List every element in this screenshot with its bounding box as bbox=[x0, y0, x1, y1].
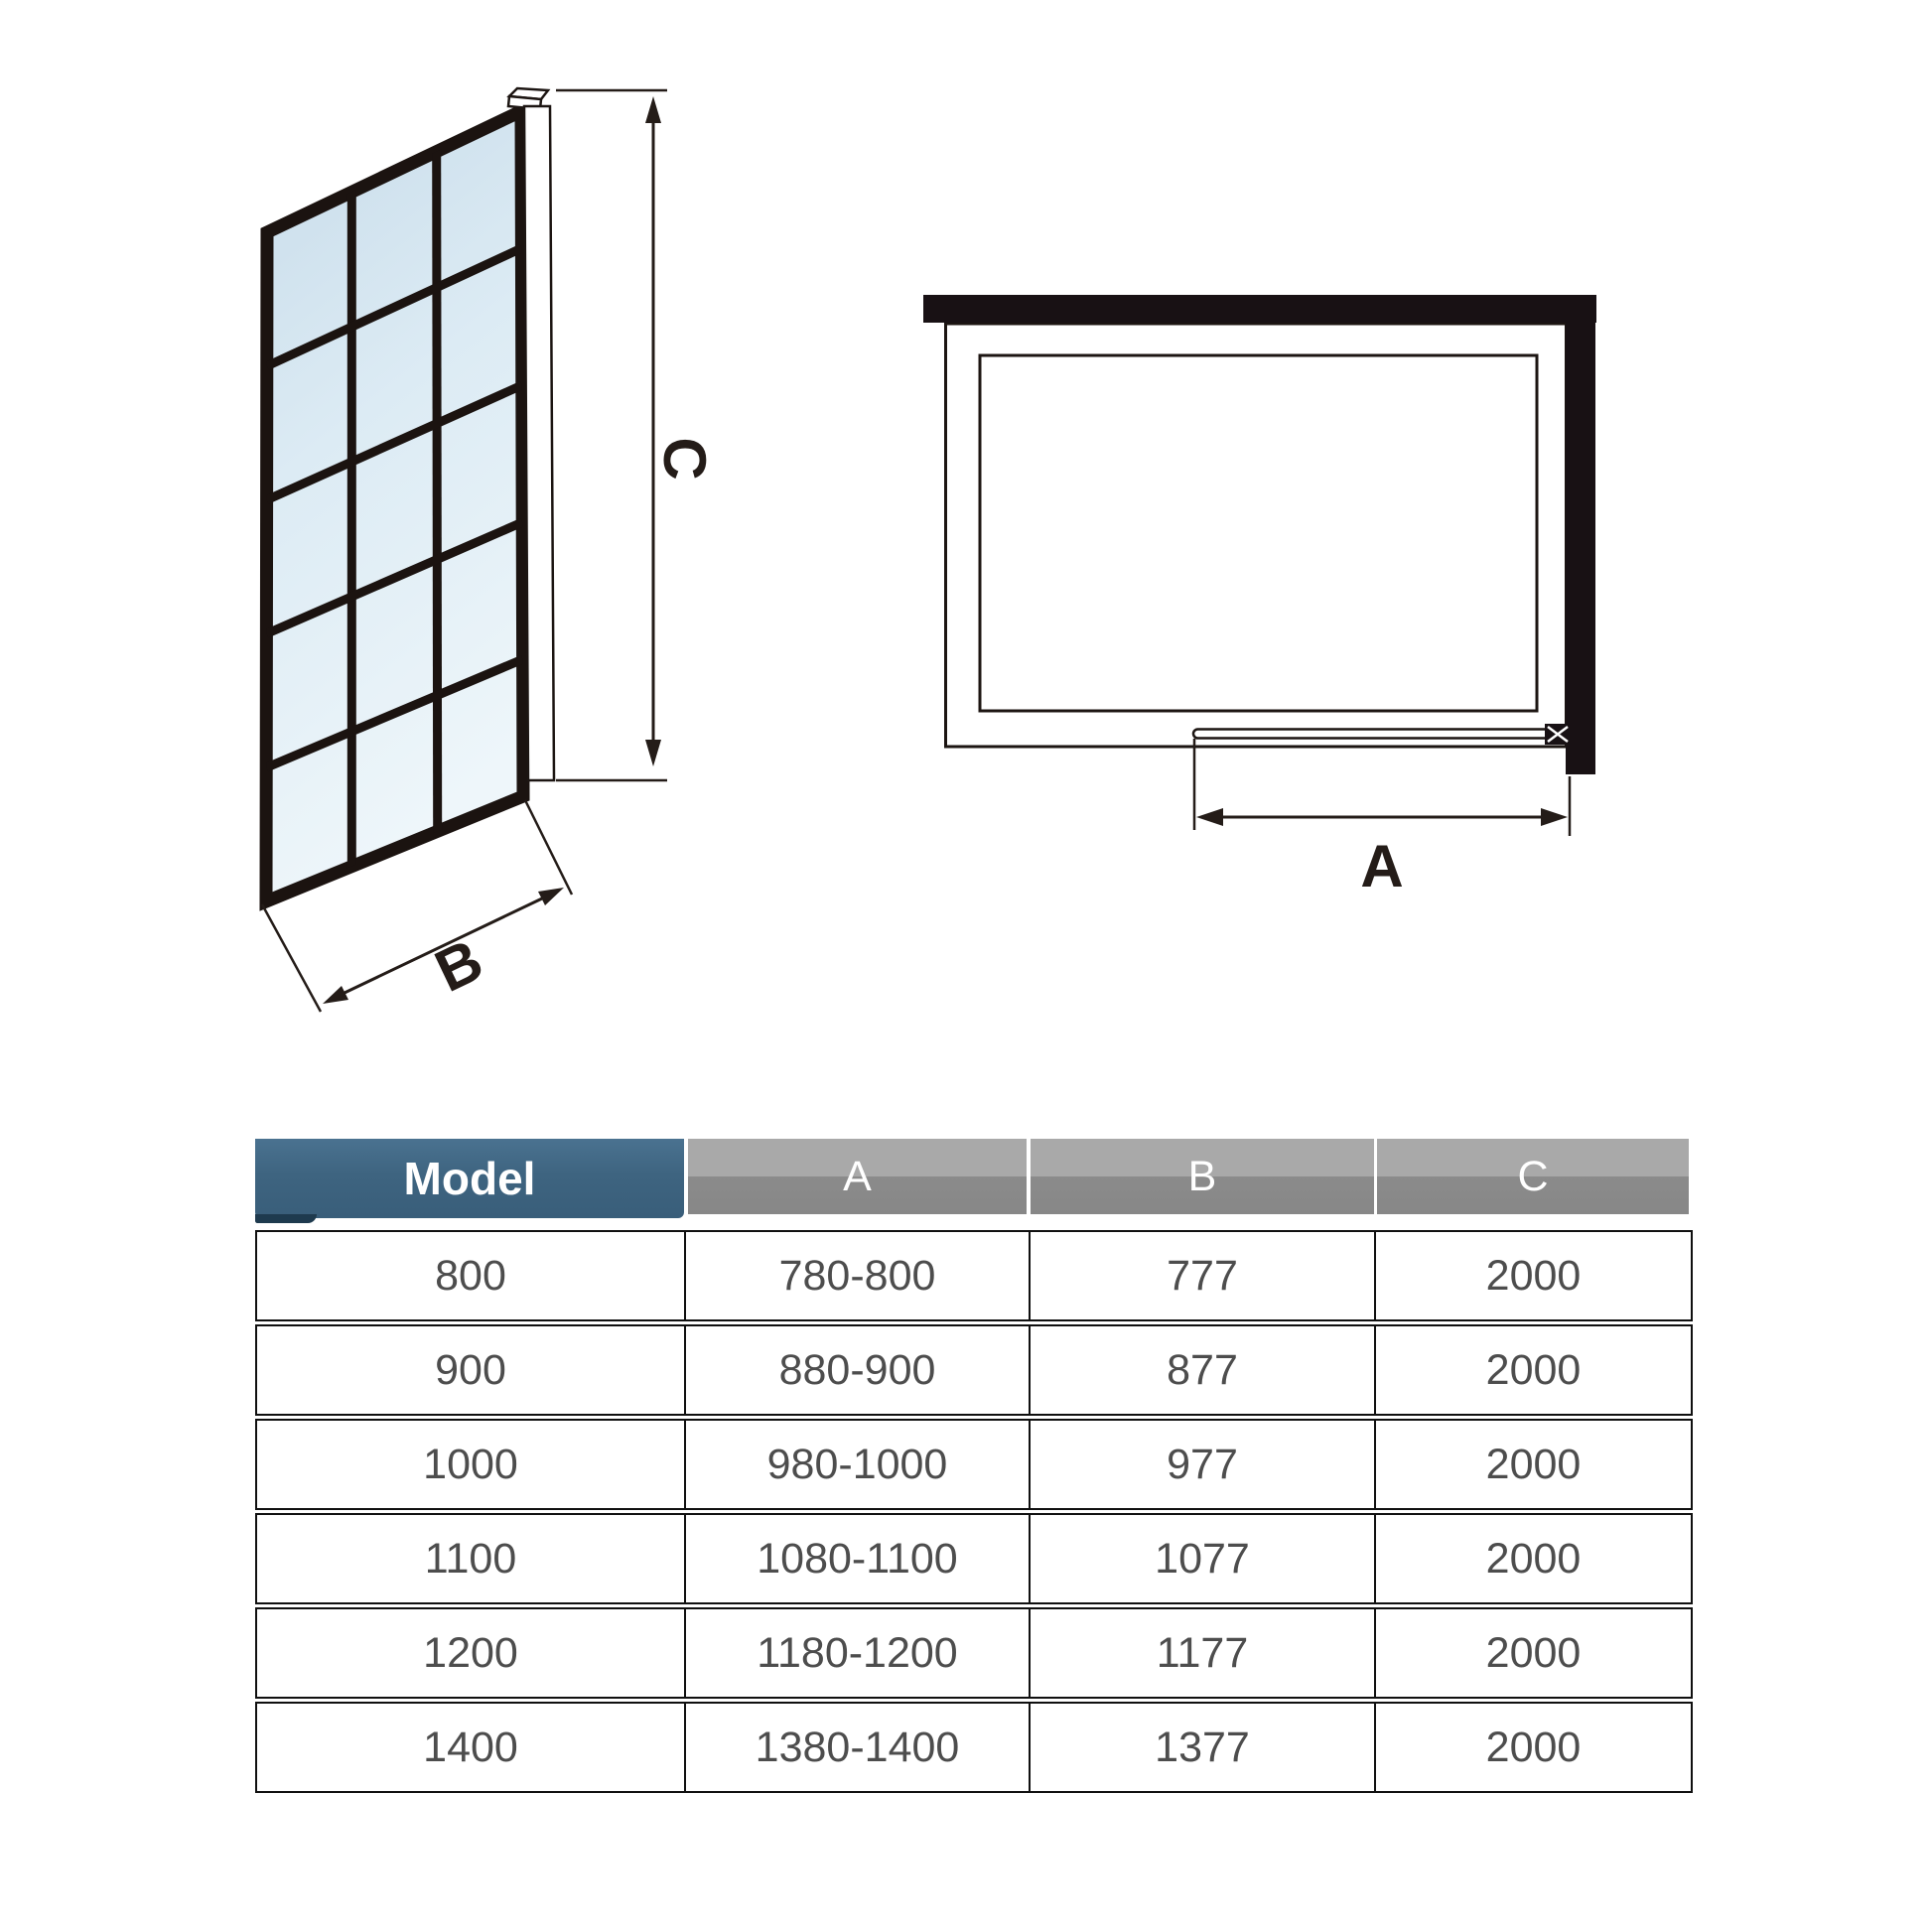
tray-outline bbox=[980, 355, 1537, 711]
glass-wall-bar bbox=[1566, 295, 1595, 774]
cell-c: 2000 bbox=[1374, 1324, 1693, 1416]
top-view-diagram bbox=[923, 295, 1596, 899]
dimension-a bbox=[1194, 739, 1570, 899]
enclosure-outline bbox=[946, 324, 1567, 747]
spec-table-header-a bbox=[684, 1139, 1027, 1214]
dimension-b-label: B bbox=[425, 925, 493, 1006]
arrowhead-right-icon bbox=[538, 888, 564, 905]
cell-b: 877 bbox=[1029, 1324, 1374, 1416]
header-b-label: B bbox=[1187, 1152, 1217, 1200]
spec-table bbox=[255, 1227, 1693, 1796]
cell-model: 900 bbox=[255, 1324, 684, 1416]
spec-table-header-model bbox=[255, 1139, 684, 1218]
header-a-label: A bbox=[843, 1152, 872, 1200]
cell-a: 1080-1100 bbox=[684, 1513, 1029, 1604]
cell-model: 1400 bbox=[255, 1702, 684, 1793]
table-row bbox=[255, 1702, 1693, 1793]
cell-c: 2000 bbox=[1374, 1702, 1693, 1793]
spec-table-header bbox=[255, 1139, 1693, 1218]
dimension-c-label: C bbox=[651, 437, 718, 481]
cell-b: 977 bbox=[1029, 1419, 1374, 1510]
spec-table-header-c bbox=[1374, 1139, 1689, 1214]
cell-a: 1380-1400 bbox=[684, 1702, 1029, 1793]
cell-b: 1177 bbox=[1029, 1607, 1374, 1699]
table-row bbox=[255, 1324, 1693, 1416]
cell-b: 777 bbox=[1029, 1230, 1374, 1321]
cell-model: 1200 bbox=[255, 1607, 684, 1699]
table-row bbox=[255, 1419, 1693, 1510]
glass-panel bbox=[266, 111, 523, 901]
header-c-label: C bbox=[1517, 1152, 1549, 1200]
header-model-label: Model bbox=[403, 1153, 536, 1204]
cell-a: 780-800 bbox=[684, 1230, 1029, 1321]
support-bar bbox=[1193, 730, 1565, 739]
cell-model: 1000 bbox=[255, 1419, 684, 1510]
cell-c: 2000 bbox=[1374, 1607, 1693, 1699]
table-row bbox=[255, 1607, 1693, 1699]
cell-a: 1180-1200 bbox=[684, 1607, 1029, 1699]
arrowhead-right-icon bbox=[1541, 808, 1568, 826]
wall-top-bar bbox=[923, 295, 1596, 323]
arrowhead-left-icon bbox=[323, 986, 348, 1004]
spec-table-header-b bbox=[1027, 1139, 1374, 1214]
cell-c: 2000 bbox=[1374, 1513, 1693, 1604]
cell-c: 2000 bbox=[1374, 1419, 1693, 1510]
arrowhead-left-icon bbox=[1196, 808, 1223, 826]
wall-profile-body bbox=[524, 106, 554, 780]
cell-c: 2000 bbox=[1374, 1230, 1693, 1321]
support-bar-bracket bbox=[1545, 724, 1571, 745]
spec-table-body bbox=[255, 1227, 1693, 1796]
side-view-diagram bbox=[262, 88, 718, 1012]
arrowhead-up-icon bbox=[645, 96, 661, 123]
cell-model: 800 bbox=[255, 1230, 684, 1321]
dimension-a-label: A bbox=[1360, 833, 1404, 899]
cell-b: 1377 bbox=[1029, 1702, 1374, 1793]
cell-a: 980-1000 bbox=[684, 1419, 1029, 1510]
table-row bbox=[255, 1230, 1693, 1321]
cell-b: 1077 bbox=[1029, 1513, 1374, 1604]
table-row bbox=[255, 1513, 1693, 1604]
dimension-c bbox=[556, 90, 718, 780]
cell-a: 880-900 bbox=[684, 1324, 1029, 1416]
cell-model: 1100 bbox=[255, 1513, 684, 1604]
arrowhead-down-icon bbox=[645, 740, 661, 766]
